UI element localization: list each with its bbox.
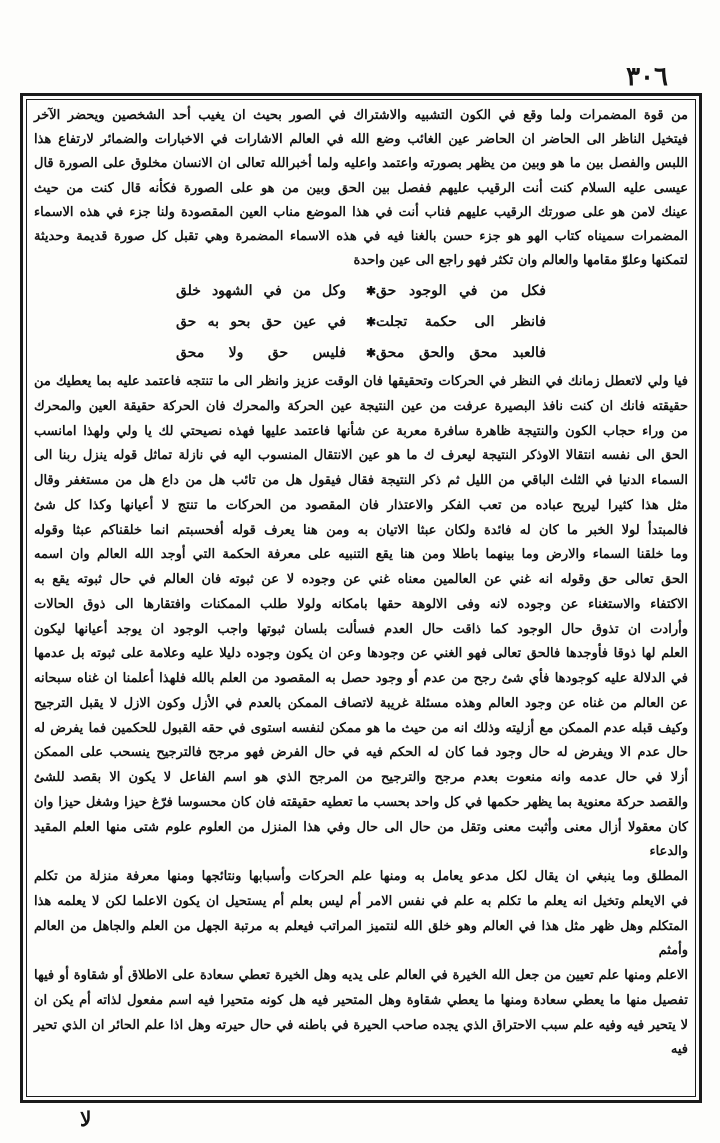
text-line: المضمرات سميناه كتاب الهو هو جزء حسن بالغنا فيه في هذه الاسماء المضمرة وهي تقبل كل صورة قديمة وحديثة	[34, 229, 688, 245]
verse-row	[34, 306, 688, 337]
text-line: المطلق وما ينبغي ان يقال لكل مدعو يعامل به ومنها علم الحركات وأسبابها ونتائجها ومنها معرفة منزلة من تكلم	[34, 869, 688, 884]
verse-separator-star: ✱	[365, 345, 376, 360]
verse-separator-star: ✱	[365, 314, 376, 329]
text-line: وكيف قبله عدم الممكن مع أزليته وذلك انه من حيث ما هو ممكن لنفسه استوى في حقه القبول للحكمين فما يفرض له	[34, 720, 688, 736]
verse-row	[34, 275, 688, 306]
text-line-last: لتمكنها وعلوّ مقامها والعالم وان تكثر فهو راجع الى عين واحدة	[353, 253, 688, 269]
poem-verses	[34, 275, 688, 368]
text-line: عينك لامن هو على صورتك الرقيب عليهم فناب أنت في هذا الموضع مناب العين المقصودة ولنا جزء في هذه الاسماء	[34, 204, 688, 220]
page-number: ٣٠٦	[626, 62, 668, 92]
text-line: اللبس والفصل بين ما هو وبين من يظهر بصورته واعتمد واعليه ولما أخبرالله تعالى ان الانسان مخلوق على الصورة قال	[34, 156, 688, 172]
text-line: مثل هذا كثيرا ليريح عباده من تعب الفكر والاعتذار فان المقصود من الحركات ما تنتج لا أعيانها وكذا كل شئ	[34, 497, 688, 513]
text-line: حقيقته فانك ان كنت نافذ البصيرة عرفت من عين النتيجة عين الحركة والمحرك فان الحركة حقيقة العين والمحرك	[34, 398, 688, 414]
verse-row	[34, 337, 688, 368]
verse-hemistich-second: وكل من في الشهود خلق	[176, 282, 346, 299]
text-line: فالمبتدأ لولا الخبر ما كان له فائدة ولكان عبثا الاتيان به ومن هنا يعرف قوله أفحسبتم انما خلقناكم عبثا وقوله	[34, 522, 688, 538]
text-line: وأرادت ان تذوق حال الوجود كما ذاقت حال العدم فسألت بلسان ثبوتها واجب الوجود ان يوجد أعيانها ليكون	[34, 621, 688, 637]
text-line: كان معقولا أزال معنى وأثبت معنى وتقل من حال الى حال وفي هذا المنزل من العلوم علوم شتى منها العلم المقيد والدعاء	[34, 819, 688, 860]
verse-separator-star: ✱	[365, 283, 376, 298]
text-line: عيسى عليه السلام كنت أنت الرقيب عليهم ففصل بين الحق وبين من هو على الصورة فكأنه قال كنت من حيث	[34, 180, 688, 196]
catchword: لا	[80, 1107, 92, 1131]
text-line: في الدلالة عليه كوجودها فأي شئ رجح من عدم أو وجود حصل به المقصود من العلم بالله فلهذا أعلمنا ان غناه سبحانه	[34, 671, 688, 686]
text-block-bottom	[34, 370, 688, 1063]
text-line: أزلا في حال عدمه وانه منعوت بعدم مرجح والترجيح من المرجح الذي هو اسم الفاعل لا يكون الا بقصد للشئ	[34, 770, 688, 785]
text-line: وما خلقنا السماء والارض وما بينهما باطلا ومن هنا يقع التنبيه على معرفة الحكمة التي أوجد الله العالم وان اسمه	[34, 547, 688, 563]
text-line: السماء الدنيا في الثلث الباقي من الليل ثم ذكر النتيجة فقال فيقول هل من تائب هل من داع هل من مستغفر وقال	[34, 473, 688, 488]
verse-hemistich-first: فانظر الى حكمة تجلت	[376, 313, 546, 330]
text-line: الحق الى نفسه انتقالا الاوذكر النتيجة ليعرف ك ما هو عين الانتقال المنسوب اليه في نازلة تماثل قوله ينزل ربنا الى	[34, 448, 688, 464]
text-line: عن العالم من غناه عن وجود العالم وهذه مسئلة غريبة لاتصاف الممكن بالعدم في الأزل وكون الازل لا يقبل الترجيح	[34, 695, 688, 711]
text-line: الاعلم ومنها علم تعيين من جعل الله الخيرة في العالم على يديه وهل الخيرة تعطي سعادة على الاطلاق أو شقاوة أو فيها	[34, 968, 688, 983]
text-line: تفصيل منها ما يعطي سعادة ومنها ما يعطي شقاوة وهل المتحير فيه هل كونه متحيرا فيه اسم مفعول لذاته أم يكن ان	[34, 992, 688, 1008]
text-line: فيتخيل الناظر الى الحاضر ان الحاضر عين الغائب وضع الله في العالم الاشارات في الاخبارات والضمائر لارتفاع هذا	[34, 132, 688, 148]
text-line: في الايعلم وتخيل انه يعلم ما تكلم به علم في نفس الامر أم ليس بعلم أم يستحيل ان يكون الاعلما لكن لا يعلمه هذا	[34, 893, 688, 909]
text-line: من وراء حجاب الكون والنتيجة ظاهرة سافرة معربة عن شأنها فاعتمد عليها فهذه نصيحتي لك يا ولي ولهذا امانسب	[34, 423, 688, 439]
text-line: الحق تعالى حق وقوله انه غني عن العالمين معناه غني عن وجوده لا عن ثبوته فان العالم في حال ثبوته يقع به	[34, 572, 688, 587]
text-line: العلم لها ذوقا فأوجدها فالحق تعالى فهو الغني عن وجودها وعن ان يكون وجوده دليلا عليه وعلامة على ثبوته بل عدمها	[34, 646, 688, 662]
text-line: الاكتفاء والاستغناء عن وجوده لانه وفى الالوهة حقها بامكانه ولولا طلب الممكنات وافتقارها الى ذوق الحالات	[34, 596, 688, 612]
text-line: لا يتحير فيه وفيه علم سبب الاحتراق الذي يجده صاحب الحيرة في باطنه في حال حيرته وهل اذا علم الحائر ان الذي تحير فيه	[34, 1017, 688, 1058]
text-line: فيا ولي لاتعطل زمانك في النظر في الحركات وتحقيقها فان الوقت عزيز وانظر الى ما تنتجه فاعتمد عليه بما يعطيك من	[34, 374, 688, 389]
text-line: المتكلم وهل ظهر مثل هذا في العالم وهو خلق الله لنتميز المراتب فيعلم به مرتبة الجهل من العلم والجاهل من العالم وأمثم	[34, 918, 688, 959]
text-line: من قوة المضمرات ولما وقع في الكون التشبيه والاشتراك في الصور بحيث ان يغيب أحد الشخصين ويحضر الآخر	[34, 108, 688, 123]
text-line: والقصد حركة معنوية بما يظهر حكمها في كل واحد بحسب ما تعطيه حقيقته فان كان محسوسا فرّغ حيزا وشغل حيزا وان	[34, 794, 688, 810]
verse-hemistich-second: في عين حق بحو به حق	[176, 313, 346, 330]
text-block-top	[34, 104, 688, 370]
verse-hemistich-first: فكل من في الوجود حق	[376, 282, 546, 299]
verse-hemistich-first: فالعبد محق والحق محق	[376, 344, 546, 361]
verse-hemistich-second: فليس حق ولا محق	[176, 344, 346, 361]
text-line: حال عدم الا ويفرض له حال وجود فما كان له الحكم فيه في حال الفرض فهو مرجح فالترجيح ينسحب على الممكن	[34, 745, 688, 761]
